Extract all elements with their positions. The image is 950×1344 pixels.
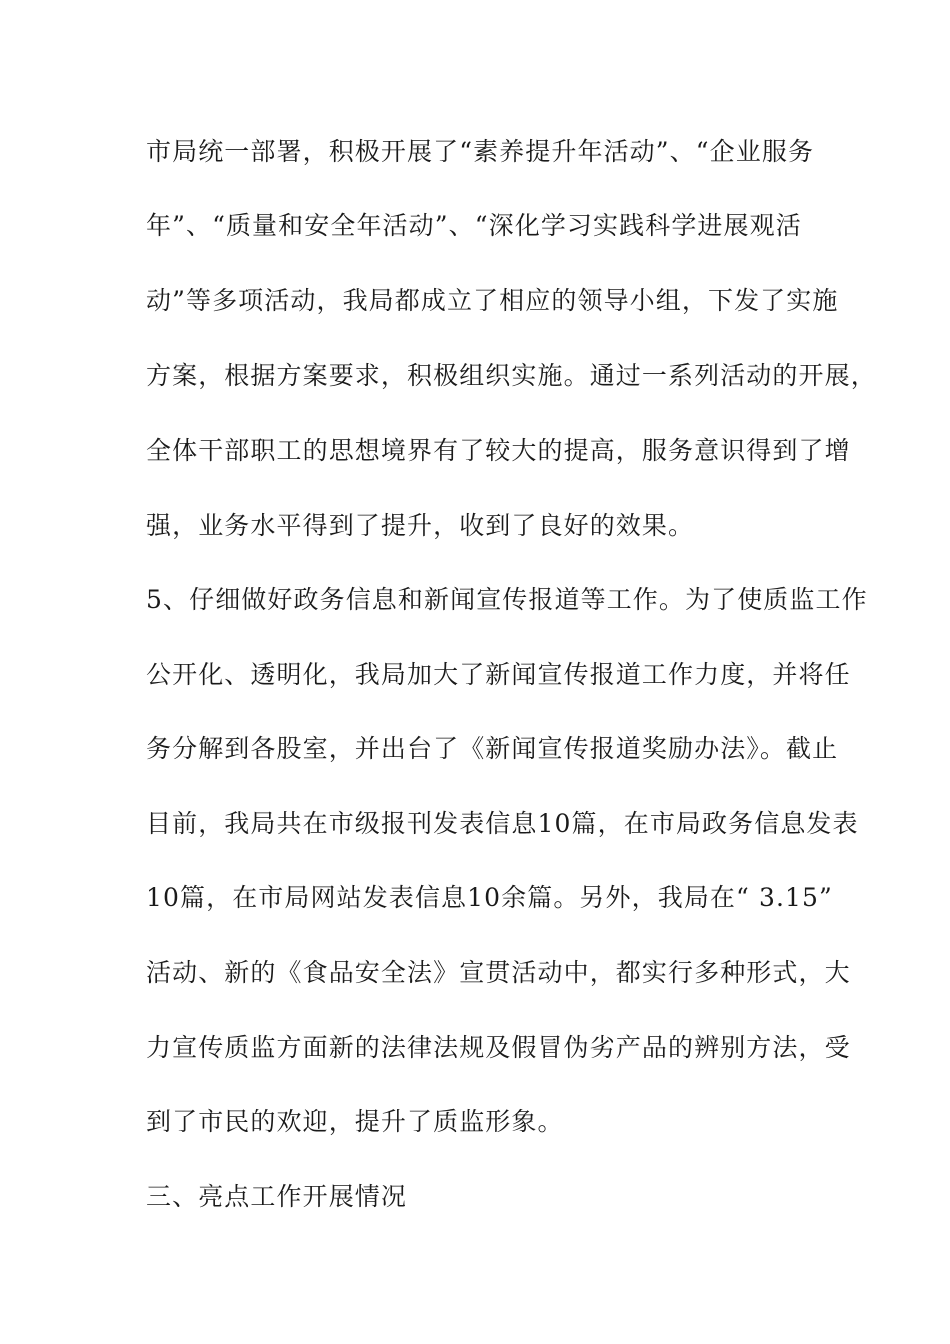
text-line: 全体干部职工的思想境界有了较大的提高，服务意识得到了增 (146, 436, 851, 465)
text-line: 到了市民的欢迎，提升了质监形象。 (146, 1107, 564, 1136)
text-line: 方案，根据方案要求，积极组织实施。通过一系列活动的开展， (146, 361, 877, 390)
text-line: 年”、“质量和安全年活动”、“深化学习实践科学进展观活 (146, 211, 802, 240)
text-line: 5、仔细做好政务信息和新闻宣传报道等工作。为了使质监工作 (146, 585, 868, 614)
text-line: 10篇，在市局网站发表信息10余篇。另外，我局在“ 3.15” (146, 883, 833, 912)
text-line: 动”等多项活动，我局都成立了相应的领导小组，下发了实施 (146, 286, 839, 315)
text-line: 强，业务水平得到了提升，收到了良好的效果。 (146, 511, 695, 540)
section-heading: 三、亮点工作开展情况 (146, 1182, 408, 1211)
text-line: 目前，我局共在市级报刊发表信息10篇，在市局政务信息发表 (146, 809, 859, 838)
text-line: 公开化、透明化，我局加大了新闻宣传报道工作力度，并将任 (146, 660, 851, 689)
text-line: 活动、新的《食品安全法》宣贯活动中，都实行多种形式，大 (146, 958, 851, 987)
text-line: 力宣传质监方面新的法律法规及假冒伪劣产品的辨别方法，受 (146, 1033, 851, 1062)
text-line: 市局统一部署，积极开展了“素养提升年活动”、“企业服务 (146, 137, 815, 166)
text-line: 务分解到各股室，并出台了《新闻宣传报道奖励办法》。截止 (146, 734, 839, 763)
